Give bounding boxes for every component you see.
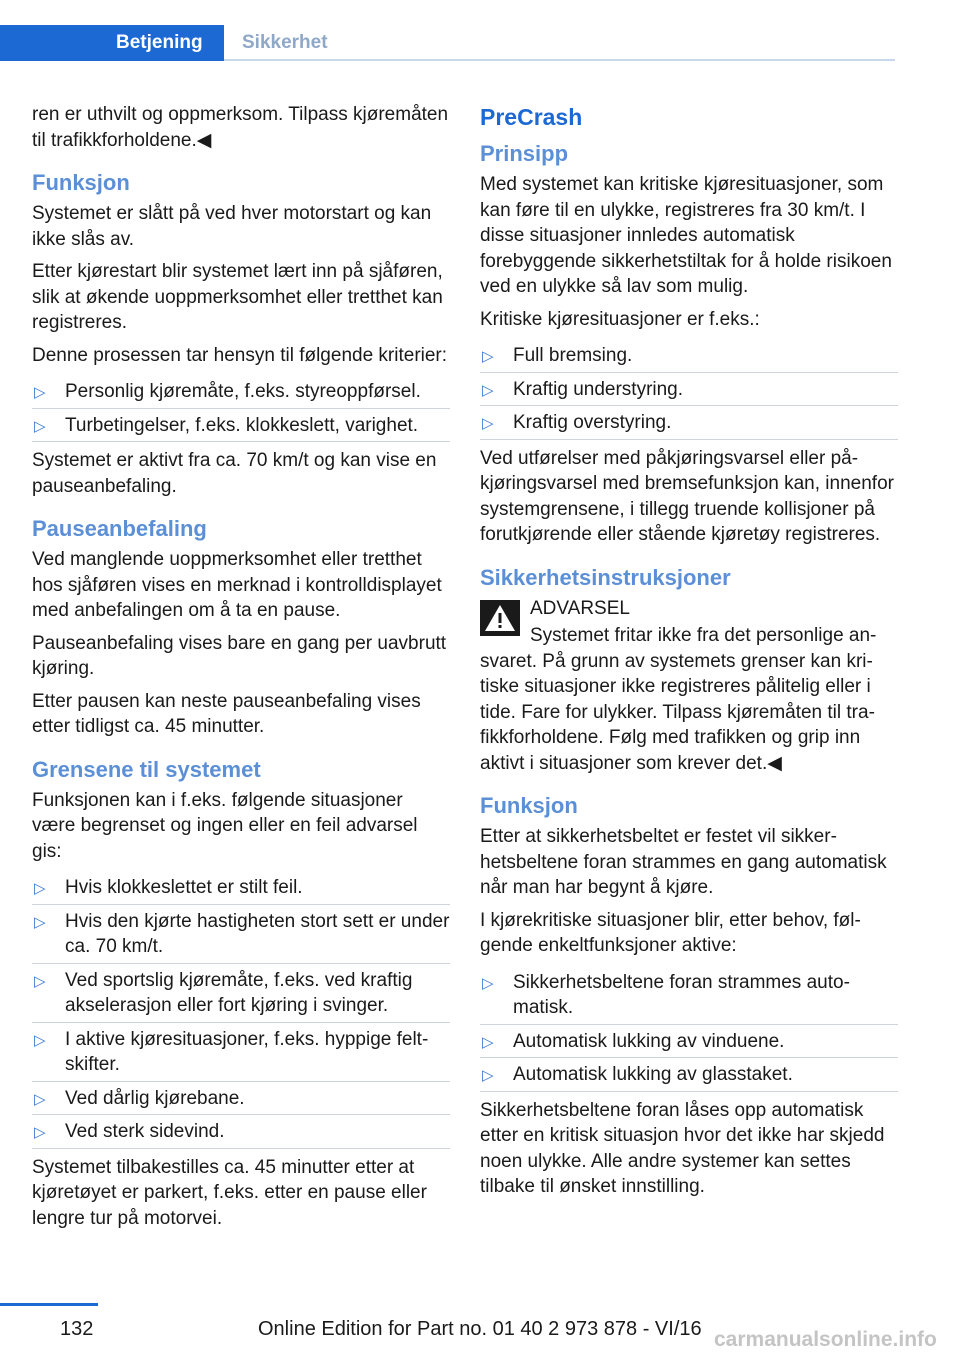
- tab-betjening[interactable]: Betjening: [0, 25, 224, 61]
- list-item: ▷ Personlig kjøremåte, f.eks. styreoppførsel.: [32, 375, 450, 409]
- warning-label: ADVARSEL: [530, 597, 630, 619]
- bullet-icon: ▷: [482, 415, 494, 432]
- bullet-icon: ▷: [34, 1031, 46, 1049]
- paragraph: Ved manglende uoppmerksomhet eller tretthet hos sjåføren vises en merknad i kontrolldisplayet med anbefalingen om å ta en pause.: [32, 549, 442, 621]
- intro-paragraph: ren er uthvilt og oppmerksom. Tilpass kjøremåten til trafikkforholdene.◀: [32, 104, 449, 151]
- bullet-icon: ▷: [34, 913, 46, 931]
- paragraph: Ved utførelser med påkjøringsvarsel eller påkjøringsvarsel med bremsefunksjon kan, innenfor systemgrensene, i tillegg truende kollisjoner på forutkjørende eller stående kjøretøy registreres.: [480, 447, 894, 545]
- bullet-icon: ▷: [34, 880, 46, 897]
- header-tabs: [0, 25, 895, 61]
- heading-sikkerhetsinstruksjoner: Sikkerhetsinstruksjoner: [480, 564, 731, 590]
- footer-accent-line: [0, 1303, 98, 1306]
- bullet-icon: ▷: [34, 417, 46, 435]
- paragraph: Etter pausen kan neste pauseanbefaling vises etter tidligst ca. 45 minutter.: [32, 690, 421, 737]
- heading-funksjon: Funksjon: [32, 170, 130, 195]
- criteria-list: [32, 375, 450, 442]
- list-item: ▷ Ved sterk sidevind.: [32, 1115, 450, 1149]
- bullet-icon: ▷: [482, 974, 494, 992]
- list-item: ▷ Ved sportslig kjøremåte, f.eks. ved kraftig akselerasjon eller fort kjøring i svinger.: [32, 964, 450, 1023]
- list-item: ▷ Automatisk lukking av glasstaket.: [480, 1058, 898, 1092]
- paragraph: Systemet er slått på ved hver motorstart og kan ikke slås av.: [32, 203, 432, 250]
- list-item: ▷ Kraftig understyring.: [480, 373, 898, 407]
- list-item: ▷ Hvis klokkeslettet er stilt feil.: [32, 871, 450, 905]
- list-item: ▷ Turbetingelser, f.eks. klokkeslett, varighet.: [32, 409, 450, 443]
- heading-funksjon: Funksjon: [480, 793, 578, 818]
- list-item: ▷ Automatisk lukking av vinduene.: [480, 1025, 898, 1059]
- paragraph: Etter at sikkerhetsbeltet er festet vil sikkerhetsbeltene foran strammes en gang automatisk når man har begynt å kjøre.: [480, 826, 887, 898]
- functions-list: [480, 966, 898, 1092]
- bullet-icon: ▷: [482, 1067, 494, 1084]
- list-item: ▷ Sikkerhetsbeltene foran strammes automatisk.: [480, 966, 898, 1025]
- paragraph: Sikkerhetsbeltene foran låses opp automatisk etter en kritisk situasjon hvor det ikke har skjedd noen ulykke. Alle andre systemer kan settes tilbake til ønsket innstilling.: [480, 1099, 885, 1197]
- list-item: ▷ Kraftig overstyring.: [480, 406, 898, 440]
- bullet-icon: ▷: [482, 381, 494, 399]
- heading-precrash: PreCrash: [480, 104, 583, 130]
- paragraph: Funksjonen kan i f.eks. følgende situasjoner være begrenset og ingen eller en feil advarsel gis:: [32, 789, 418, 862]
- warning-text: Systemet fritar ikke fra det personlige ansvaret. På grunn av systemets grenser kan kritiske situasjoner ikke registreres pålitelig eller i tide. Fare for ulykker. Tilpass kjøremåten til trafikkforholdene. Følg med trafikken og grip inn aktivt i situasjoner som krever det.◀: [480, 625, 877, 774]
- heading-grenser: Grensene til systemet: [32, 756, 261, 782]
- warning-block: [480, 596, 898, 777]
- paragraph: I kjørekritiske situasjoner blir, etter behov, følgende enkeltfunksjoner aktive:: [480, 909, 861, 956]
- list-item: ▷ Ved dårlig kjørebane.: [32, 1082, 450, 1116]
- paragraph: Systemet tilbakestilles ca. 45 minutter etter at kjøretøyet er parkert, f.eks. etter en pause eller lengre tur på motorvei.: [32, 1156, 427, 1229]
- bullet-icon: ▷: [482, 1033, 494, 1051]
- tab-divider: [224, 59, 895, 61]
- warning-icon: [480, 600, 520, 636]
- paragraph: Etter kjørestart blir systemet lært inn på sjåføren, slik at økende uoppmerksomhet eller tretthet kan registreres.: [32, 261, 443, 333]
- right-column: [480, 102, 898, 1207]
- paragraph: Systemet er aktivt fra ca. 70 km/t og kan vise en pauseanbefaling.: [32, 450, 437, 497]
- list-item: ▷ Full bremsing.: [480, 339, 898, 373]
- paragraph: Pauseanbefaling vises bare en gang per uavbrutt kjøring.: [32, 632, 447, 679]
- left-column: [32, 102, 450, 1238]
- bullet-icon: ▷: [34, 1090, 46, 1108]
- paragraph: Kritiske kjøresituasjoner er f.eks.:: [480, 308, 760, 330]
- paragraph: Denne prosessen tar hensyn til følgende kriterier:: [32, 344, 448, 366]
- critical-situations-list: [480, 339, 898, 440]
- list-item: ▷ I aktive kjøresituasjoner, f.eks. hyppige feltskifter.: [32, 1023, 450, 1082]
- tab-sikkerhet[interactable]: Sikkerhet: [242, 32, 328, 53]
- page-number: 132: [60, 1318, 94, 1340]
- bullet-icon: ▷: [34, 1124, 46, 1141]
- paragraph: Med systemet kan kritiske kjøresituasjoner, som kan føre til en ulykke, registreres fra 30 km/t. I disse situasjoner innledes automatisk forebyggende sikkerhetstiltak for å holde risikoen ved en ulykke så lav som mulig.: [480, 174, 892, 297]
- watermark: carmanualsonline.info: [714, 1328, 937, 1351]
- limits-list: [32, 871, 450, 1149]
- heading-pauseanbefaling: Pauseanbefaling: [32, 516, 207, 541]
- list-item: ▷ Hvis den kjørte hastigheten stort sett er under ca. 70 km/t.: [32, 905, 450, 964]
- bullet-icon: ▷: [34, 384, 46, 401]
- edition-text: Online Edition for Part no. 01 40 2 973 878 - VI/16: [258, 1318, 702, 1340]
- heading-prinsipp: Prinsipp: [480, 141, 569, 166]
- bullet-icon: ▷: [34, 972, 46, 990]
- bullet-icon: ▷: [482, 348, 494, 365]
